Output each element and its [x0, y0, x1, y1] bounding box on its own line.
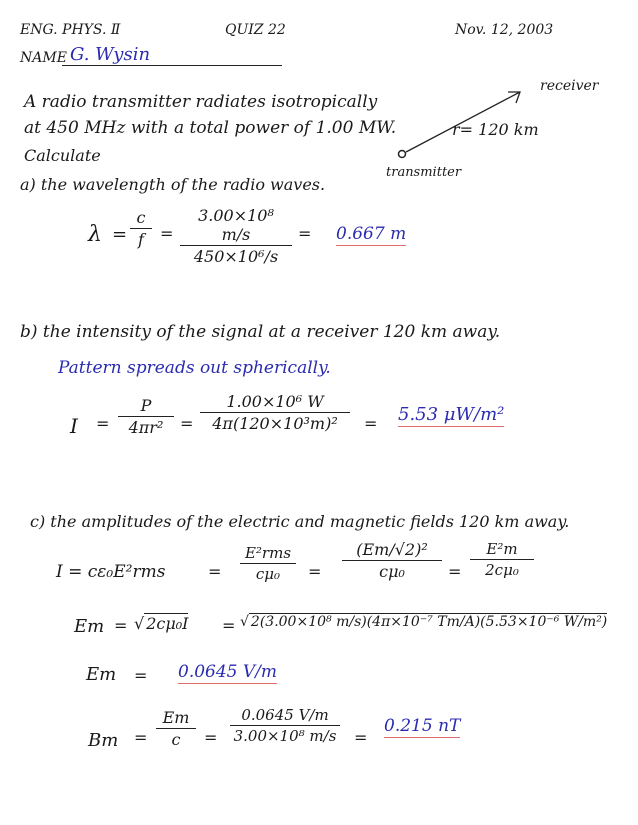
sqrt-2cmu0i	[134, 614, 188, 633]
eq-c5: =	[222, 616, 236, 635]
em-value: 0.0645 V/m	[241, 706, 329, 724]
part-b-note: Pattern spreads out spherically.	[58, 358, 331, 378]
frac-em-2cmu0	[470, 540, 534, 579]
sqrt-2cmu0i-arg: 2cμ₀I	[146, 614, 189, 633]
eq-c7: =	[134, 728, 148, 747]
quiz-number: QUIZ 22	[225, 22, 286, 38]
c-symbol: c	[136, 208, 146, 227]
course-title: ENG. PHYS. Ⅱ	[20, 22, 121, 38]
transmitter-label: transmitter	[386, 165, 462, 180]
eq-c6: =	[134, 666, 148, 685]
em-lhs-1: Em	[74, 616, 105, 637]
name-label: NAME	[20, 50, 67, 66]
c-mu0-2: cμ₀	[379, 562, 405, 581]
eq-c9: =	[354, 728, 368, 747]
part-c-label: c) the amplitudes of the electric and magnetic fields 120 km away.	[30, 512, 570, 531]
quiz-date: Nov. 12, 2003	[455, 22, 554, 38]
answer-a	[336, 224, 406, 244]
sqrt-icon-2: √	[240, 614, 249, 630]
sqrt-icon: √	[134, 614, 145, 633]
erms-squared: E²rms	[244, 544, 292, 562]
p-over-4pir2	[118, 396, 174, 437]
problem-line-2: at 450 MHz with a total power of 1.00 MW.	[24, 118, 397, 138]
c-mu0-1: cμ₀	[255, 565, 281, 583]
em-answer: 0.0645 V/m	[178, 662, 278, 682]
answer-bm	[384, 716, 460, 736]
wavelength-answer: 0.667 m	[336, 224, 407, 244]
frac-em-root2	[342, 540, 442, 581]
eq-a3: =	[298, 224, 312, 243]
name-value: G. Wysin	[70, 44, 151, 65]
em-symbol: Em	[162, 708, 190, 727]
eq-c1: =	[208, 562, 222, 581]
eq-c8: =	[204, 728, 218, 747]
frac-erms	[240, 544, 296, 583]
wavelength-fraction	[180, 206, 292, 266]
c-value: 3.00×10⁸ m/s	[233, 727, 337, 745]
frequency-value: 450×10⁶/s	[193, 247, 279, 266]
power-symbol: P	[140, 396, 152, 415]
c-over-f	[130, 208, 152, 249]
em-lhs-2: Em	[86, 664, 117, 685]
intensity-symbol: I	[70, 414, 78, 438]
problem-line-1: A radio transmitter radiates isotropically	[24, 92, 378, 112]
eq-a2: =	[160, 224, 174, 243]
eq-a1: =	[112, 224, 128, 245]
intensity-rms-lhs: I = cε₀E²rms	[56, 562, 166, 582]
em-over-root2: (Em/√2)²	[356, 540, 428, 559]
area-value: 4π(120×10³m)²	[212, 414, 338, 433]
sqrt-numeric-arg: 2(3.00×10⁸ m/s)(4π×10⁻⁷ Tm/A)(5.53×10⁻⁶ W/m²)	[250, 614, 608, 630]
part-a-label: a) the wavelength of the radio waves.	[20, 175, 326, 194]
name-field	[62, 44, 282, 66]
speed-of-light: 3.00×10⁸ m/s	[198, 206, 274, 244]
receiver-label: receiver	[540, 78, 599, 94]
eq-b3: =	[364, 414, 378, 433]
problem-line-3: Calculate	[24, 146, 101, 165]
transmitter-dot	[399, 151, 406, 158]
intensity-fraction	[200, 392, 350, 433]
sqrt-numeric	[240, 614, 607, 630]
c-symbol-2: c	[171, 730, 181, 749]
em-squared: E²m	[486, 540, 518, 558]
f-symbol: f	[138, 230, 144, 249]
intensity-answer: 5.53 μW/m²	[398, 404, 505, 425]
em-over-c	[156, 708, 196, 749]
distance-label: r= 120 km	[452, 120, 539, 139]
eq-b1: =	[96, 414, 110, 433]
answer-b	[398, 404, 504, 425]
eq-c3: =	[448, 562, 462, 581]
bm-answer: 0.215 nT	[384, 716, 461, 736]
eq-c4: =	[114, 616, 128, 635]
eq-b2: =	[180, 414, 194, 433]
bm-lhs: Bm	[88, 730, 119, 751]
two-c-mu0: 2cμ₀	[485, 561, 519, 579]
answer-em	[178, 662, 277, 682]
sphere-area: 4πr²	[128, 418, 164, 437]
power-value: 1.00×10⁶ W	[226, 392, 324, 411]
part-b-label: b) the intensity of the signal at a receiver 120 km away.	[20, 322, 501, 342]
bm-fraction	[230, 706, 340, 745]
eq-c2: =	[308, 562, 322, 581]
lambda-symbol: λ	[88, 222, 102, 247]
